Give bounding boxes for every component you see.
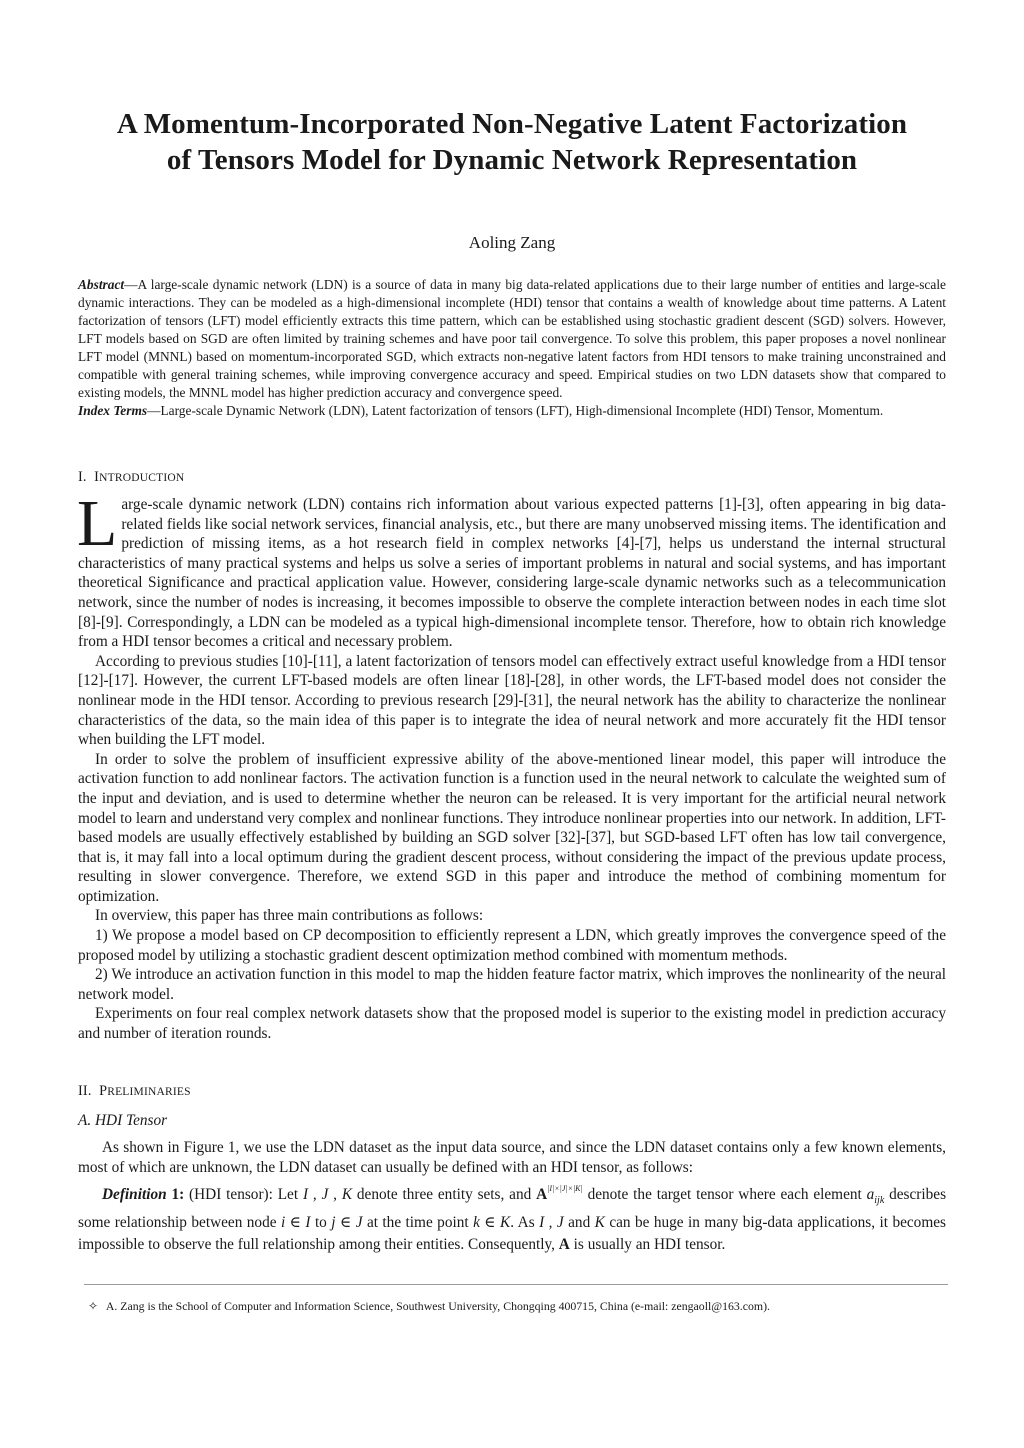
- definition-text-f: . As: [510, 1214, 535, 1232]
- definition-text-h: is usually an HDI tensor.: [573, 1236, 726, 1254]
- title-line-1: A Momentum-Incorporated Non-Negative Latent Factorization: [116, 108, 908, 140]
- section-number: I.: [78, 469, 87, 485]
- math-element: $a_{ijk}$: [866, 1186, 885, 1207]
- drop-cap: L: [77, 487, 118, 560]
- definition-text-g: can be huge in many big-data applications, it becomes impossible to observe the full relationship among their entities. Consequently,: [78, 1214, 946, 1254]
- index-terms-label: Index Terms: [78, 403, 148, 418]
- definition-text-to: to: [314, 1214, 327, 1232]
- definition-text-and: and: [568, 1214, 591, 1232]
- author-name: Aoling Zang: [468, 233, 556, 252]
- math-entity-sets: I , J , K: [302, 1186, 353, 1204]
- contribution-2: 2) We introduce an activation function in this model to map the hidden feature factor matrix, which improves the nonlinearity of the neural network model.: [78, 966, 946, 1003]
- section-heading-introduction: [78, 469, 184, 486]
- introduction-body: [77, 487, 946, 1044]
- section-title-initial: P: [99, 1083, 108, 1099]
- footnote-diamond-icon: ✧: [88, 1299, 98, 1313]
- definition-1: [78, 1178, 946, 1256]
- math-j-in-J: j ∈ J: [331, 1214, 363, 1232]
- definition-text-d: describes some relationship between node: [78, 1186, 947, 1232]
- definition-label: Definition: [102, 1186, 167, 1204]
- paper-title: [78, 106, 946, 178]
- definition-number: 1:: [171, 1186, 185, 1204]
- definition-text-b: denote three entity sets, and: [356, 1186, 532, 1204]
- section-title-initial: I: [94, 469, 100, 485]
- intro-paragraph-3: In order to solve the problem of insufficient expressive ability of the above-mentioned linear model, this paper will introduce the activation function to add nonlinear factors. The activation function is a function used in the neural network to calculate the weighted sum of the input and deviation, and is used to determine whether the neuron can be released. It is very important for the artificial neural network model to learn and understand very complex and nonlinear functions. They introduce nonlinear properties into our network. In addition, LFT-based models are usually effectively established by building an SGD solver [32]-[37], but SGD-based LFT often has low tail convergence, that is, it may fall into a local optimum during the gradient descent process, without considering the impact of the previous update process, resulting in slower convergence. Therefore, we extend SGD in this paper and introduce the method of combining momentum for optimization.: [78, 750, 946, 905]
- title-line-2: of Tensors Model for Dynamic Network Representation: [166, 144, 858, 176]
- math-tensor-dims: |I|×|J|×|K|: [547, 1184, 583, 1194]
- abstract-block: [78, 276, 946, 420]
- math-tensor-a-2: A: [558, 1236, 570, 1254]
- math-tensor-a: A: [536, 1186, 548, 1204]
- intro-paragraph-4: In overview, this paper has three main contributions as follows:: [95, 907, 484, 925]
- footnote-text: A. Zang is the School of Computer and Information Science, Southwest University, Chongqing 400715, China (e-mail: zengaoll@163.com).: [105, 1299, 770, 1313]
- intro-paragraph-2: According to previous studies [10]-[11], a latent factorization of tensors model can effectively extract useful knowledge from a HDI tensor [12]-[17]. However, the current LFT-based models are often linear [18]-[28], in other words, the LFT-based model does not consider the nonlinear mode in the HDI tensor. According to previous research [29]-[31], the neural network has the ability to characterize the nonlinear characteristics of the data, so the main idea of this paper is to integrate the idea of neural network and more accurately fit the HDI tensor when building the LFT model.: [78, 652, 946, 749]
- math-k-in-K: k ∈ K: [473, 1214, 511, 1232]
- footnote-divider: [84, 1284, 948, 1285]
- footnote: [88, 1299, 948, 1314]
- section-heading-preliminaries: [78, 1083, 191, 1100]
- contribution-1: 1) We propose a model based on CP decomposition to efficiently represent a LDN, which greatly improves the convergence speed of the proposed model by utilizing a stochastic gradient descent optimization method combined with momentum methods.: [78, 927, 946, 964]
- preliminaries-body: [78, 1138, 946, 1256]
- definition-text-c: denote the target tensor where each element: [587, 1186, 862, 1204]
- section-number: II.: [78, 1083, 92, 1099]
- abstract-text: —A large-scale dynamic network (LDN) is a source of data in many big data-related applications due to their large number of entities and large-scale dynamic interactions. They can be modeled as a high-dimensional incomplete (HDI) tensor that contains a wealth of knowledge about time patterns. A Latent factorization of tensors (LFT) model efficiently extracts this time pattern, which can be established using stochastic gradient descent (SGD) solvers. However, LFT models based on SGD are often limited by training schemes and have poor tail convergence. To solve this problem, this paper proposes a novel nonlinear LFT model (MNNL) based on momentum-incorporated SGD, which extracts non-negative latent factors from HDI tensors to make training unconstrained and compatible with general training schemes, while improving convergence accuracy and speed. Empirical studies on two LDN datasets show that compared to existing models, the MNNL model has higher prediction accuracy and convergence speed.: [78, 277, 946, 400]
- intro-paragraph-1: arge-scale dynamic network (LDN) contains rich information about various expected patterns [1]-[3], often appearing in big data-related fields like social network services, financial analysis, etc., but there are many unobserved missing items. The identification and prediction of missing items, as a hot research field in complex networks [4]-[7], helps us understand the internal structural characteristics of many practical systems and helps us solve a series of important problems in natural and social systems, and has important theoretical Significance and practical application value. However, considering large-scale dynamic networks such as a telecommunication network, since the number of nodes is increasing, it becomes impossible to observe the complete interaction between nodes in each time slot [8]-[9]. Correspondingly, a LDN can be modeled as a typical high-dimensional incomplete tensor. Therefore, how to obtain rich knowledge from a HDI tensor becomes a critical and necessary problem.: [78, 496, 946, 651]
- definition-text-e: at the time point: [366, 1214, 469, 1232]
- math-K: K: [594, 1214, 605, 1232]
- subsection-heading-hdi-tensor: A. HDI Tensor: [78, 1112, 168, 1129]
- math-i-in-I: i ∈ I: [280, 1214, 311, 1232]
- prelim-paragraph-1: As shown in Figure 1, we use the LDN dataset as the input data source, and since the LDN dataset contains only a few known elements, most of which are unknown, the LDN dataset can usually be defined with an HDI tensor, as follows:: [78, 1139, 946, 1176]
- section-title-rest: NTRODUCTION: [99, 472, 185, 484]
- abstract-label: Abstract: [78, 277, 125, 292]
- section-title-rest: RELIMINARIES: [107, 1086, 191, 1098]
- definition-text-a: (HDI tensor): Let: [189, 1186, 299, 1204]
- index-terms-text: —Large-scale Dynamic Network (LDN), Latent factorization of tensors (LFT), High-dimensional Incomplete (HDI) Tensor, Momentum.: [147, 403, 884, 418]
- math-I-J: I , J: [539, 1214, 564, 1232]
- intro-paragraph-5: Experiments on four real complex network datasets show that the proposed model is superior to the existing model in prediction accuracy and number of iteration rounds.: [78, 1005, 946, 1043]
